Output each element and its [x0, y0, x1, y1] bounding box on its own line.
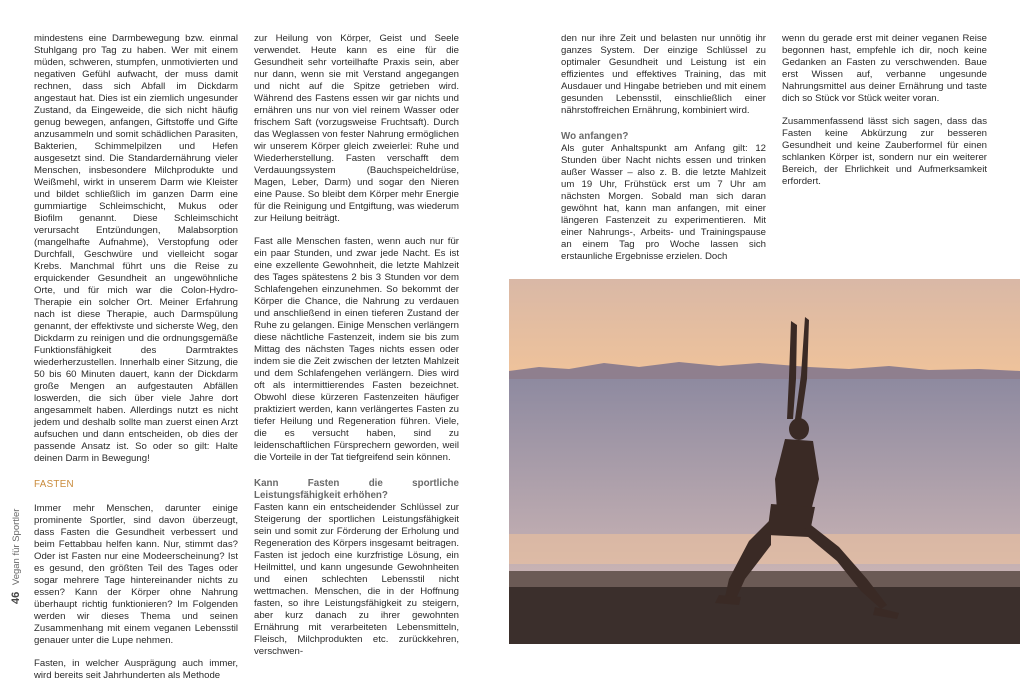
- paragraph: Fast alle Menschen fasten, wenn auch nur für ein paar Stunden, und zwar jede Nacht. Es ist eine exzellente Gewohnheit, die letzte Mahlzeit des Tages spätestens 2 bis 3 Stunden vor dem Schlafengehen einzunehmen. So bekommt der Körper die Chance, die Nahrung zu verdauen und anschließend in einen tieferen Zustand der Ruhe zu gelangen. Einige Menschen verlängern diese nächtliche Fastenzeit, indem sie bis zum Mittag des nächsten Tages nichts essen oder indem sie die Zeit zwischen der letzten Mahlzeit und dem Schlafengehen verlängern. Dies wird oft als intermittierendes Fasten bezeichnet. Obwohl diese kürzeren Fastenzeiten häufiger praktiziert werden, kann verlängertes Fasten zu tiefer Heilung und Regeneration führen. Viele, die es versucht haben, sind zu leidenschaftlichen Fürsprechern geworden, weil die Vorteile in der Tat tiefgreifend sein können.: [254, 236, 459, 463]
- subheading: Wo anfangen?: [561, 131, 629, 142]
- text-column-1: [34, 33, 238, 693]
- running-title: Vegan für Sportler: [11, 508, 22, 586]
- page-number: 46: [10, 591, 22, 604]
- text-column-4: [782, 33, 987, 199]
- paragraph: Fasten kann ein entscheidender Schlüssel zur Steigerung der sportlichen Leistungsfähigkeit sein und somit zur Förderung der Erholung und Regeneration des Körpers insgesamt beitragen. Fasten ist jedoch eine kurzfristige Lösung, ein Heilmittel, und kann ungesunde Gewohnheiten und einen schlechten Lebensstil nicht wettmachen. Menschen, die in der Hoffnung fasten, so ihre Leistungsfähigkeit zu steigern, aber kurz danach zu ihrer gewohnten Ernährung mit verarbeiteten Lebensmitteln, Fleisch, Milchprodukten etc. zurückkehren, verschwen-: [254, 502, 459, 657]
- paragraph: mindestens eine Darmbewegung bzw. einmal Stuhlgang pro Tag zu haben. Wer mit einem müden, schweren, stumpfen, unmotivierten und negativen Gefühl aufwacht, der muss damit rechnen, dass sich Abfall im Dickdarm angestaut hat. Dies ist ein ziemlich ungesunder Zustand, da Eingeweide, die sich nicht häufig genug bewegen, anfangen, Giftstoffe und Gifte anzusammeln und somit schädlichen Parasiten, Bakterien, Schimmelpilzen und Hefen ausgesetzt sind. Die Standardernährung vieler Menschen, insbesondere Milchprodukte und Weißmehl, wirkt in unserem Darm wie Kleister und bildet schließlich im ganzen Darm eine gummiartige Schleimschicht, Mukus oder Biofilm genannt. Diese Schleimschicht verursacht Entzündungen, Malabsorption (mangelhafte Aufnahme), Verstopfung oder Durchfall, Geschwüre und vielleicht sogar Krebs. Manchmal führt uns die Reise zu erquickender Gesundheit an ungewöhnliche Orte, und für mich war die Colon-Hydro-Therapie ein solcher Ort. Meiner Erfahrung nach ist diese Therapie, auch Darmspülung genannt, der effektivste und sicherste Weg, den Dickdarm zu reinigen und die ordnungsgemäße Funktionsfähigkeit des Darmtraktes wiederherzustellen. Innerhalb einer Sitzung, die 50 bis 60 Minuten dauert, kann der Dickdarm große Mengen an aufgestauten Abfällen loswerden, die sich über viele Jahre dort angesammelt haben. Allerdings nutzt es nicht jedem und deshalb sollte man zuerst einen Arzt aufsuchen und dann entscheiden, ob dies der passende Ansatz ist. So oder so gilt: Halte deinen Darm in Bewegung!: [34, 33, 238, 464]
- paragraph: wenn du gerade erst mit deiner veganen Reise begonnen hast, empfehle ich dir, noch keine Gedanken an Fasten zu verschwenden. Baue erst Wissen auf, verbanne ungesunde Nahrungsmittel aus deiner Ernährung und taste dich so Stück vor Stück weiter voran.: [782, 33, 987, 104]
- subheading: Kann Fasten die sportliche Leistungsfähigkeit erhöhen?: [254, 478, 459, 501]
- paragraph: Zusammenfassend lässt sich sagen, dass das Fasten keine Abkürzung zur besseren Gesundheit und keine Zauberformel für einen schlanken Körper ist, sondern nur ein weiterer Bereich, der Ehrlichkeit und Aufmerksamkeit erfordert.: [782, 116, 987, 187]
- paragraph: Als guter Anhaltspunkt am Anfang gilt: 12 Stunden über Nacht nichts essen und trinken außer Wasser – also z. B. die letzte Mahlzeit um 19 Uhr, Frühstück erst um 7 Uhr am nächsten Morgen. Sobald man sich daran gewöhnt hat, kann man anfangen, mit einer längeren Fastenzeit zu experimentieren. Mit einer Nahrungs-, Arbeits- und Trainingspause an einem Tag pro Woche lassen sich erstaunliche Ergebnisse erzielen. Doch: [561, 143, 766, 262]
- photo-illustration: [509, 279, 1020, 644]
- photo-yoga-beach-sunset: [509, 279, 1020, 644]
- page-folio: [6, 508, 26, 622]
- paragraph: Fasten, in welcher Ausprägung auch immer, wird bereits seit Jahrhunderten als Methode: [34, 658, 238, 681]
- paragraph: zur Heilung von Körper, Geist und Seele verwendet. Heute kann es eine für die Gesundheit sehr vorteilhafte Praxis sein, aber nur dann, wenn sie mit Verstand angegangen und nicht auf die Spitze getrieben wird. Während des Fastens essen wir gar nichts und ernähren uns nur von viel reinem Wasser oder frischem Saft (vorzugsweise Fruchtsaft). Durch das Weglassen von fester Nahrung ermöglichen wir unserem Körper gleich zweierlei: Ruhe und Wiederherstellung. Fasten verschafft dem Verdauungssystem (Bauchspeicheldrüse, Magen, Leber, Darm) und sogar den Nieren eine Pause. So bleibt dem Körper mehr Energie für die Reinigung und Entgiftung, was wiederum zur Heilung beiträgt.: [254, 33, 459, 224]
- beach: [509, 587, 1020, 644]
- text-column-2: [254, 33, 459, 669]
- section-heading: FASTEN: [34, 479, 74, 490]
- paragraph: den nur ihre Zeit und belasten nur unnötig ihr ganzes System. Der einzige Schlüssel zu optimaler Gesundheit und Leistung ist ein effizientes und effektives Training, das mit Ausdauer und Hingabe betrieben und mit einem gesunden Lebensstil, einschließlich einer nährstoffreichen Ernährung, kombiniert wird.: [561, 33, 766, 116]
- paragraph: Immer mehr Menschen, darunter einige prominente Sportler, sind davon überzeugt, dass Fasten die Gesundheit verbessert und beim Fettabbau helfen kann. Nur, stimmt das? Oder ist Fasten nur eine Modeerscheinung? Ist es gesund, den größten Teil des Tages oder sogar mehrere Tage hintereinander nichts zu essen? Kann der Körper ohne Nahrung überhaupt richtig funktionieren? Im Folgenden werden wir dieses Thema und seinen Zusammenhang mit einem veganen Lebensstil genauer unter die Lupe nehmen.: [34, 503, 238, 646]
- text-column-3: [561, 33, 766, 274]
